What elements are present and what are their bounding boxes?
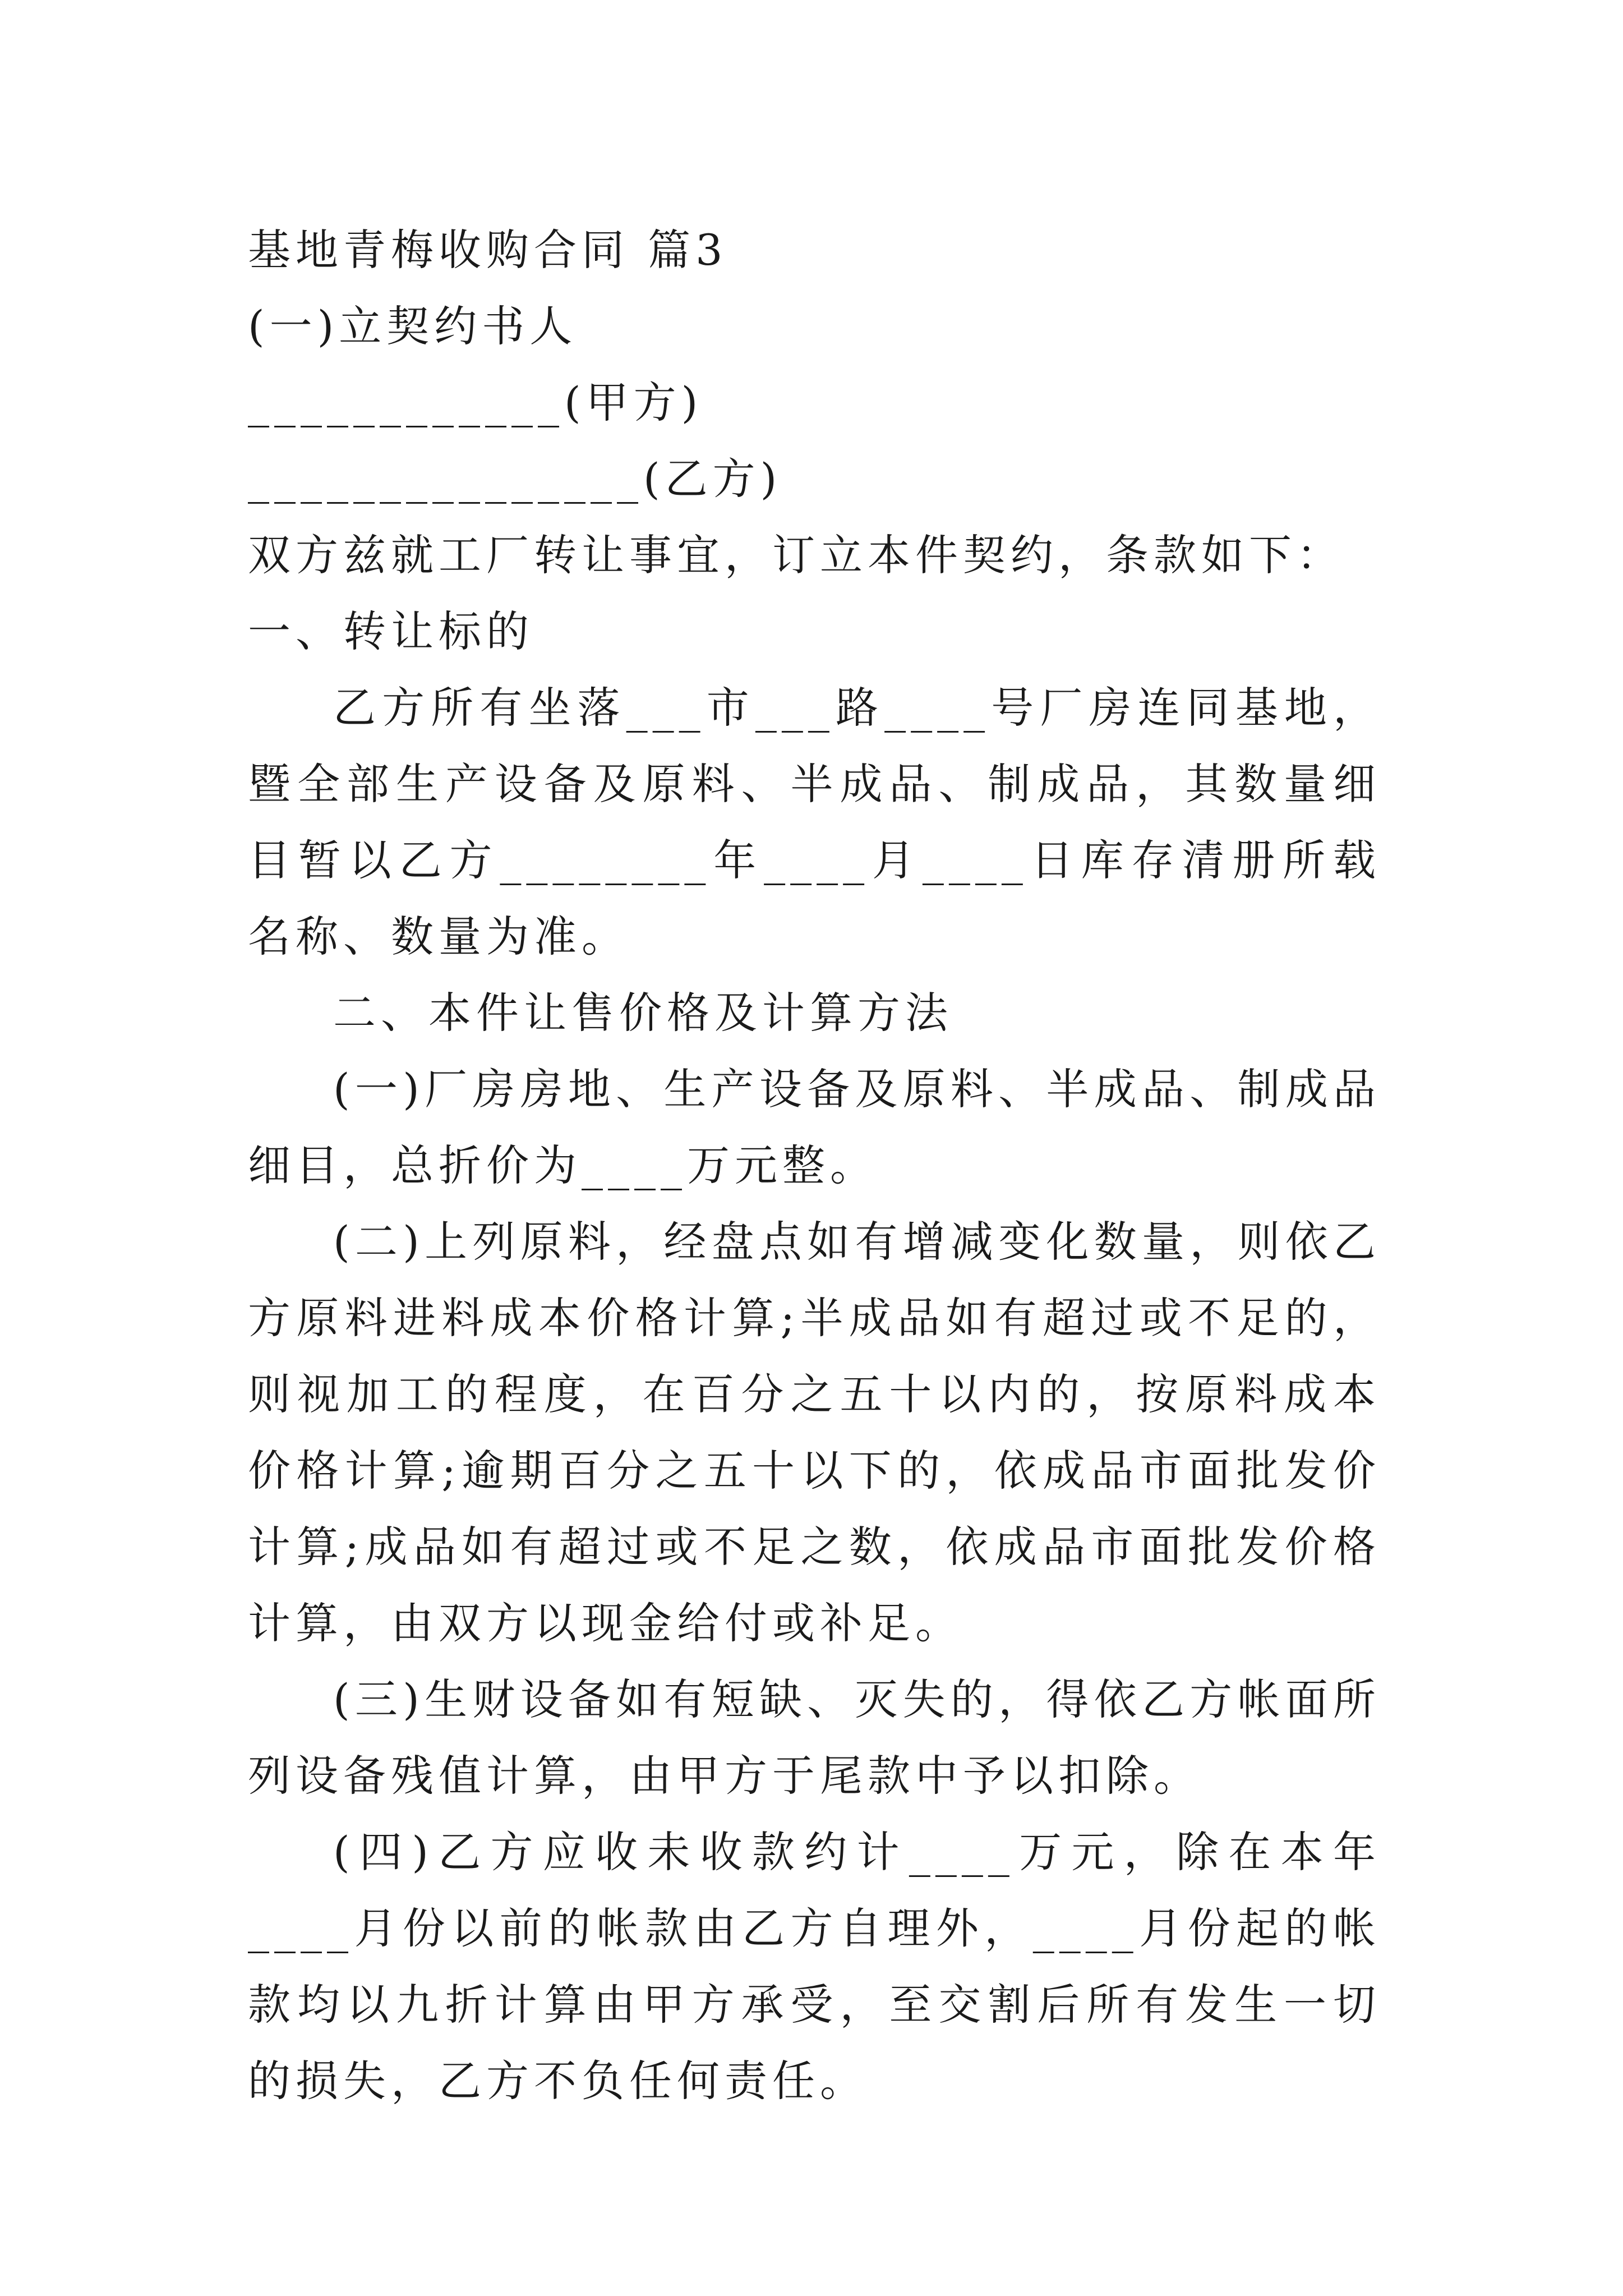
clause-2: (二)上列原料，经盘点如有增减变化数量，则依乙方原料进料成本价格计算;半成品如有超过或不足的，则视加工的程度，在百分之五十以内的，按原料成本价格计算;逾期百分之五十以下的，依成品市面批发价计算;成品如有超过或不足之数，依成品市面批发价格计算，由双方以现金给付或补足。 [248, 1217, 1381, 1648]
heading-parties: (一)立契约书人 [248, 301, 578, 351]
clause-1: (一)厂房房地、生产设备及原料、半成品、制成品细目，总折价为____万元整。 [248, 1064, 1381, 1190]
party-a-line: ____________(甲方) [248, 378, 703, 427]
section1-title: 一、转让标的 [248, 606, 534, 656]
document-body [248, 212, 1381, 2119]
document-title: 基地青梅收购合同 篇3 [248, 225, 728, 275]
section2-title: 二、本件让售价格及计算方法 [333, 988, 953, 1038]
intro-text: 双方兹就工厂转让事宜，订立本件契约，条款如下： [248, 530, 1344, 580]
party-b-line: _______________(乙方) [248, 454, 782, 504]
clause-3: (三)生财设备如有短缺、灭失的，得依乙方帐面所列设备残值计算，由甲方于尾款中予以扣除。 [248, 1674, 1381, 1801]
clause-4: (四)乙方应收未收款约计____万元，除在本年____月份以前的帐款由乙方自理外，____月份起的帐款均以九折计算由甲方承受，至交割后所有发生一切的损失，乙方不负任何责任。 [248, 1827, 1381, 2106]
section1-body: 乙方所有坐落___市___路____号厂房连同基地，暨全部生产设备及原料、半成品、制成品，其数量细目暂以乙方________年____月____日库存清册所载名称、数量为准。 [248, 683, 1381, 961]
